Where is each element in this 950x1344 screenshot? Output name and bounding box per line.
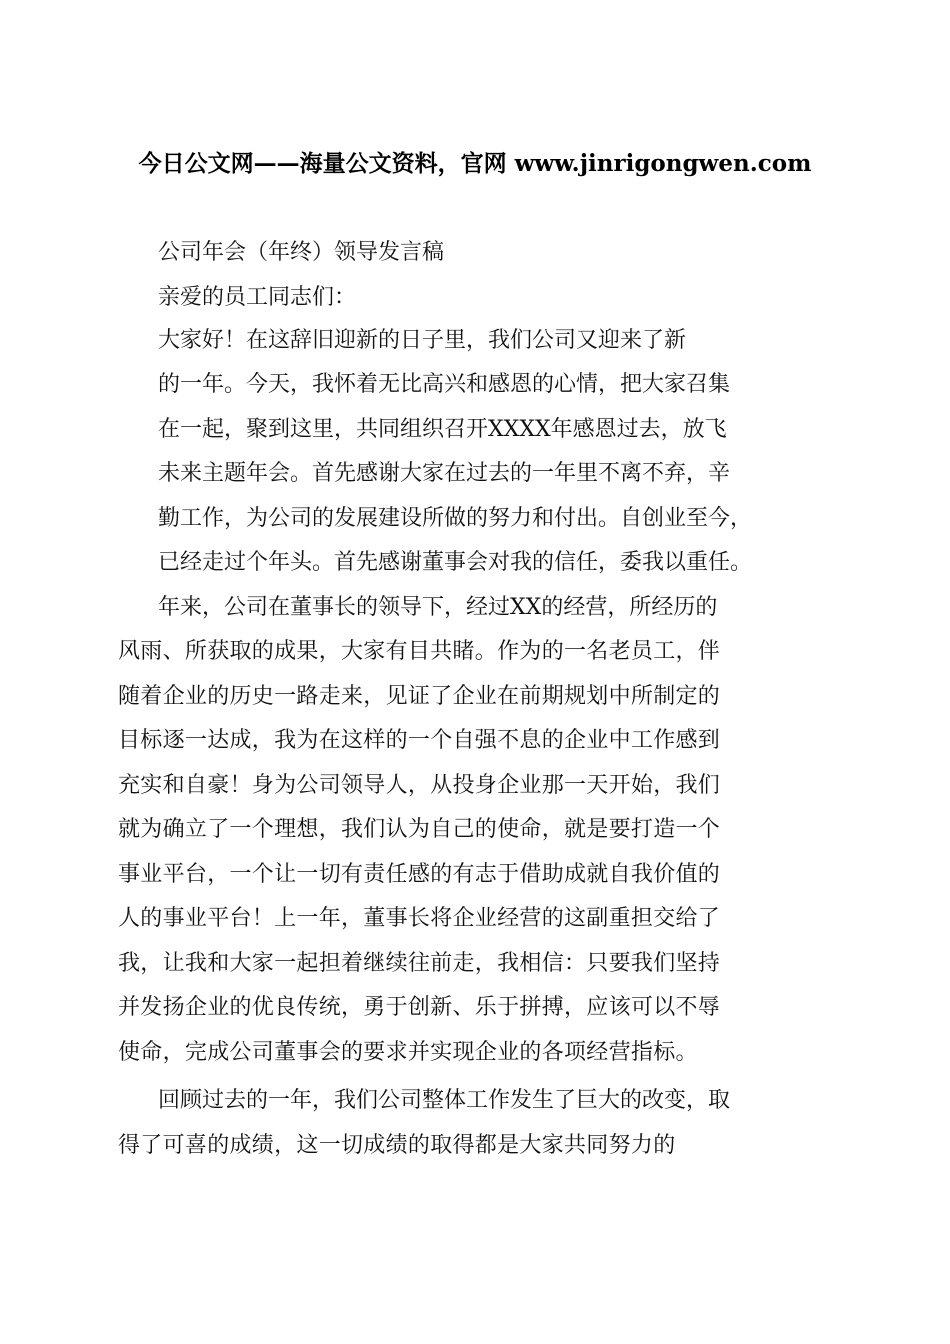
- body-line: 在一起，聚到这里，共同组织召开XXXX年感恩过去，放飞: [158, 417, 727, 442]
- body-line: 并发扬企业的优良传统，勇于创新、乐于拼搏，应该可以不辱: [118, 995, 721, 1020]
- site-header: 今日公文网——海量公文资料，官网 www.jinrigongwen.com: [138, 150, 812, 177]
- body-line: 勤工作，为公司的发展建设所做的努力和付出。自创业至今，: [158, 506, 753, 531]
- body-line: 年来，公司在董事长的领导下，经过XX的经营，所经历的: [158, 595, 718, 620]
- body-line: 回顾过去的一年，我们公司整体工作发生了巨大的改变，取: [158, 1088, 731, 1113]
- body-line: 未来主题年会。首先感谢大家在过去的一年里不离不弃，辛: [158, 461, 731, 486]
- body-line: 充实和自豪！身为公司领导人，从投身企业那一天开始，我们: [118, 773, 721, 798]
- body-line: 使命，完成公司董事会的要求并实现企业的各项经营指标。: [118, 1040, 698, 1065]
- body-line: 大家好！在这辞旧迎新的日子里，我们公司又迎来了新: [158, 328, 687, 353]
- body-line: 风雨、所获取的成果，大家有目共睹。作为的一名老员工，伴: [118, 639, 721, 664]
- body-line: 得了可喜的成绩，这一切成绩的取得都是大家共同努力的: [118, 1133, 676, 1158]
- body-line: 人的事业平台！上一年，董事长将企业经营的这副重担交给了: [118, 906, 721, 931]
- document-title: 公司年会（年终）领导发言稿: [158, 240, 445, 265]
- body-line: 事业平台，一个让一切有责任感的有志于借助成就自我价值的: [118, 862, 721, 887]
- body-line: 就为确立了一个理想，我们认为自己的使命，就是要打造一个: [118, 817, 721, 842]
- body-line: 的一年。今天，我怀着无比高兴和感恩的心情，把大家召集: [158, 372, 731, 397]
- body-line: 随着企业的历史一路走来，见证了企业在前期规划中所制定的: [118, 684, 721, 709]
- salutation: 亲爱的员工同志们：: [158, 285, 357, 310]
- body-line: 目标逐一达成，我为在这样的一个自强不息的企业中工作感到: [118, 728, 721, 753]
- body-line: 已经走过个年头。首先感谢董事会对我的信任，委我以重任。: [158, 550, 753, 575]
- body-line: 我，让我和大家一起担着继续往前走，我相信：只要我们坚持: [118, 951, 721, 976]
